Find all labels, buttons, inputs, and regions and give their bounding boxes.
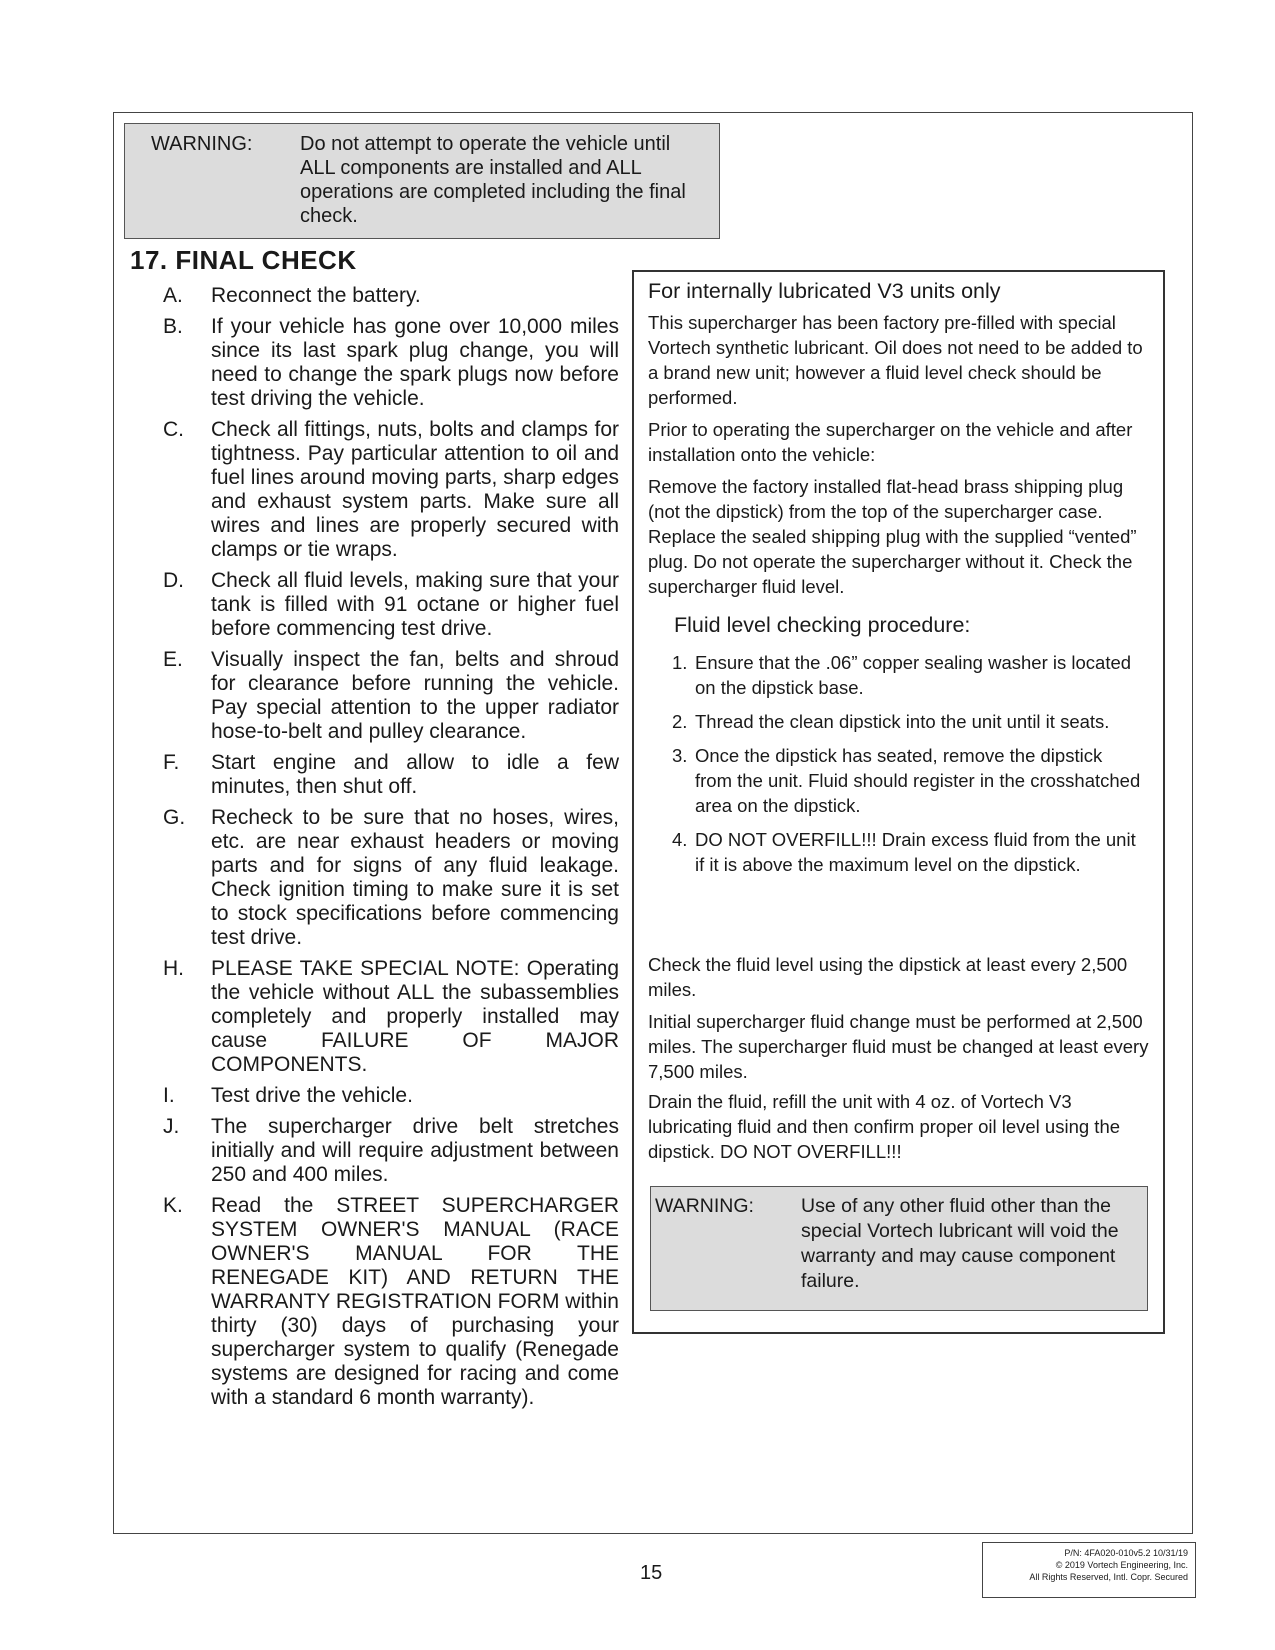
procedure-text: Once the dipstick has seated, remove the dipstick from the unit. Fluid should register in the crosshatched area on the dipstick. [695, 745, 1141, 816]
step-text: Check all fluid levels, making sure that your tank is filled with 91 octane or higher fuel before commencing test drive. [211, 569, 619, 640]
step-letter: J. [163, 1115, 180, 1138]
intro-paragraph: This supercharger has been factory pre-filled with special Vortech synthetic lubricant. Oil does not need to be added to a brand new unit; however a fluid level check should be performed. [648, 312, 1143, 408]
check-interval-paragraph: Check the fluid level using the dipstick at least every 2,500 miles. [648, 954, 1128, 1000]
warning-label: WARNING: [151, 133, 253, 155]
remove-plug-paragraph: Remove the factory installed flat-head brass shipping plug (not the dipstick) from the top of the supercharger case. Replace the sealed shipping plug with the supplied “vented” plug. Do not operate the supercharger without it. Check the supercharger fluid level. [648, 476, 1137, 597]
step-letter: B. [163, 315, 183, 338]
procedure-step [672, 743, 1142, 818]
procedure-step [672, 827, 1142, 877]
procedure-number: 1. [672, 652, 688, 673]
lubricant-warning-box [650, 1186, 1148, 1311]
part-number: P/N: 4FA020-010v5.2 10/31/19 [1064, 1548, 1188, 1558]
step-text: The supercharger drive belt stretches initially and will require adjustment between 250 and 400 miles. [211, 1115, 619, 1186]
procedure-step [672, 709, 1142, 734]
step-letter: E. [163, 648, 183, 671]
step-j [161, 1115, 619, 1187]
prior-paragraph: Prior to operating the supercharger on the vehicle and after installation onto the vehicle: [648, 419, 1133, 465]
procedure-step [672, 650, 1142, 700]
final-check-steps [161, 284, 619, 1417]
rights-line: All Rights Reserved, Intl. Copr. Secured [1029, 1572, 1188, 1582]
procedure-number: 4. [672, 829, 688, 850]
step-d [161, 569, 619, 641]
box-title: For internally lubricated V3 units only [648, 279, 1001, 303]
step-i [161, 1084, 619, 1108]
drain-paragraph: Drain the fluid, refill the unit with 4 oz. of Vortech V3 lubricating fluid and then confirm proper oil level using the dipstick. DO NOT OVERFILL!!! [648, 1091, 1121, 1162]
step-letter: I. [163, 1084, 175, 1107]
procedure-text: Ensure that the .06” copper sealing washer is located on the dipstick base. [695, 652, 1132, 698]
page-number: 15 [640, 1562, 663, 1584]
procedure-heading: Fluid level checking procedure: [674, 613, 971, 637]
step-k [161, 1194, 619, 1410]
step-text: Read the STREET SUPERCHARGER SYSTEM OWNER'S MANUAL (RACE OWNER'S MANUAL FOR THE RENEGADE KIT) AND RETURN THE WARRANTY REGISTRATION FORM within thirty (30) days of purchasing your supercharger system to qualify (Renegade systems are designed for racing and come with a standard 6 month warranty). [211, 1194, 619, 1409]
copyright-footer [982, 1542, 1196, 1598]
copyright-line: © 2019 Vortech Engineering, Inc. [1055, 1560, 1188, 1570]
fluid-change-paragraph: Initial supercharger fluid change must be performed at 2,500 miles. The supercharger fluid must be changed at least every 7,500 miles. [648, 1011, 1149, 1082]
step-letter: A. [163, 284, 183, 307]
step-f [161, 751, 619, 799]
step-a [161, 284, 619, 308]
step-letter: G. [163, 806, 186, 829]
step-text: If your vehicle has gone over 10,000 miles since its last spark plug change, you will need to change the spark plugs now before test driving the vehicle. [211, 315, 619, 410]
step-letter: F. [163, 751, 180, 774]
step-h [161, 957, 619, 1077]
step-g [161, 806, 619, 950]
step-text: Visually inspect the fan, belts and shroud for clearance before running the vehicle. Pay special attention to the upper radiator hose-to-belt and pulley clearance. [211, 648, 619, 743]
step-text: Start engine and allow to idle a few minutes, then shut off. [211, 751, 619, 798]
step-c [161, 418, 619, 562]
procedure-number: 2. [672, 711, 688, 732]
step-text: PLEASE TAKE SPECIAL NOTE: Operating the vehicle without ALL the subassemblies completely and properly installed may cause FAILURE OF MAJOR COMPONENTS. [211, 957, 619, 1076]
procedure-list [672, 650, 1142, 886]
step-letter: D. [163, 569, 184, 592]
v3-lubrication-box [632, 270, 1165, 1334]
step-text: Recheck to be sure that no hoses, wires, etc. are near exhaust headers or moving parts and for signs of any fluid leakage. Check ignition timing to make sure it is set to stock specifications before commencing test drive. [211, 806, 619, 949]
step-e [161, 648, 619, 744]
step-text: Test drive the vehicle. [211, 1084, 413, 1107]
step-letter: H. [163, 957, 184, 980]
warning-label: WARNING: [655, 1195, 754, 1217]
section-heading: 17. FINAL CHECK [130, 245, 357, 275]
top-warning-box [124, 123, 720, 239]
step-letter: C. [163, 418, 184, 441]
step-text: Check all fittings, nuts, bolts and clamps for tightness. Pay particular attention to oil and fuel lines around moving parts, sharp edges and exhaust system parts. Make sure all wires and lines are properly secured with clamps or tie wraps. [211, 418, 619, 561]
warning-text: Do not attempt to operate the vehicle until ALL components are installed and ALL operations are completed including the final check. [300, 133, 686, 227]
step-b [161, 315, 619, 411]
procedure-text: DO NOT OVERFILL!!! Drain excess fluid from the unit if it is above the maximum level on the dipstick. [695, 829, 1136, 875]
procedure-number: 3. [672, 745, 688, 766]
procedure-text: Thread the clean dipstick into the unit until it seats. [695, 711, 1110, 732]
step-text: Reconnect the battery. [211, 284, 421, 307]
warning-text: Use of any other fluid other than the special Vortech lubricant will void the warranty and may cause component failure. [801, 1195, 1119, 1292]
step-letter: K. [163, 1194, 183, 1217]
